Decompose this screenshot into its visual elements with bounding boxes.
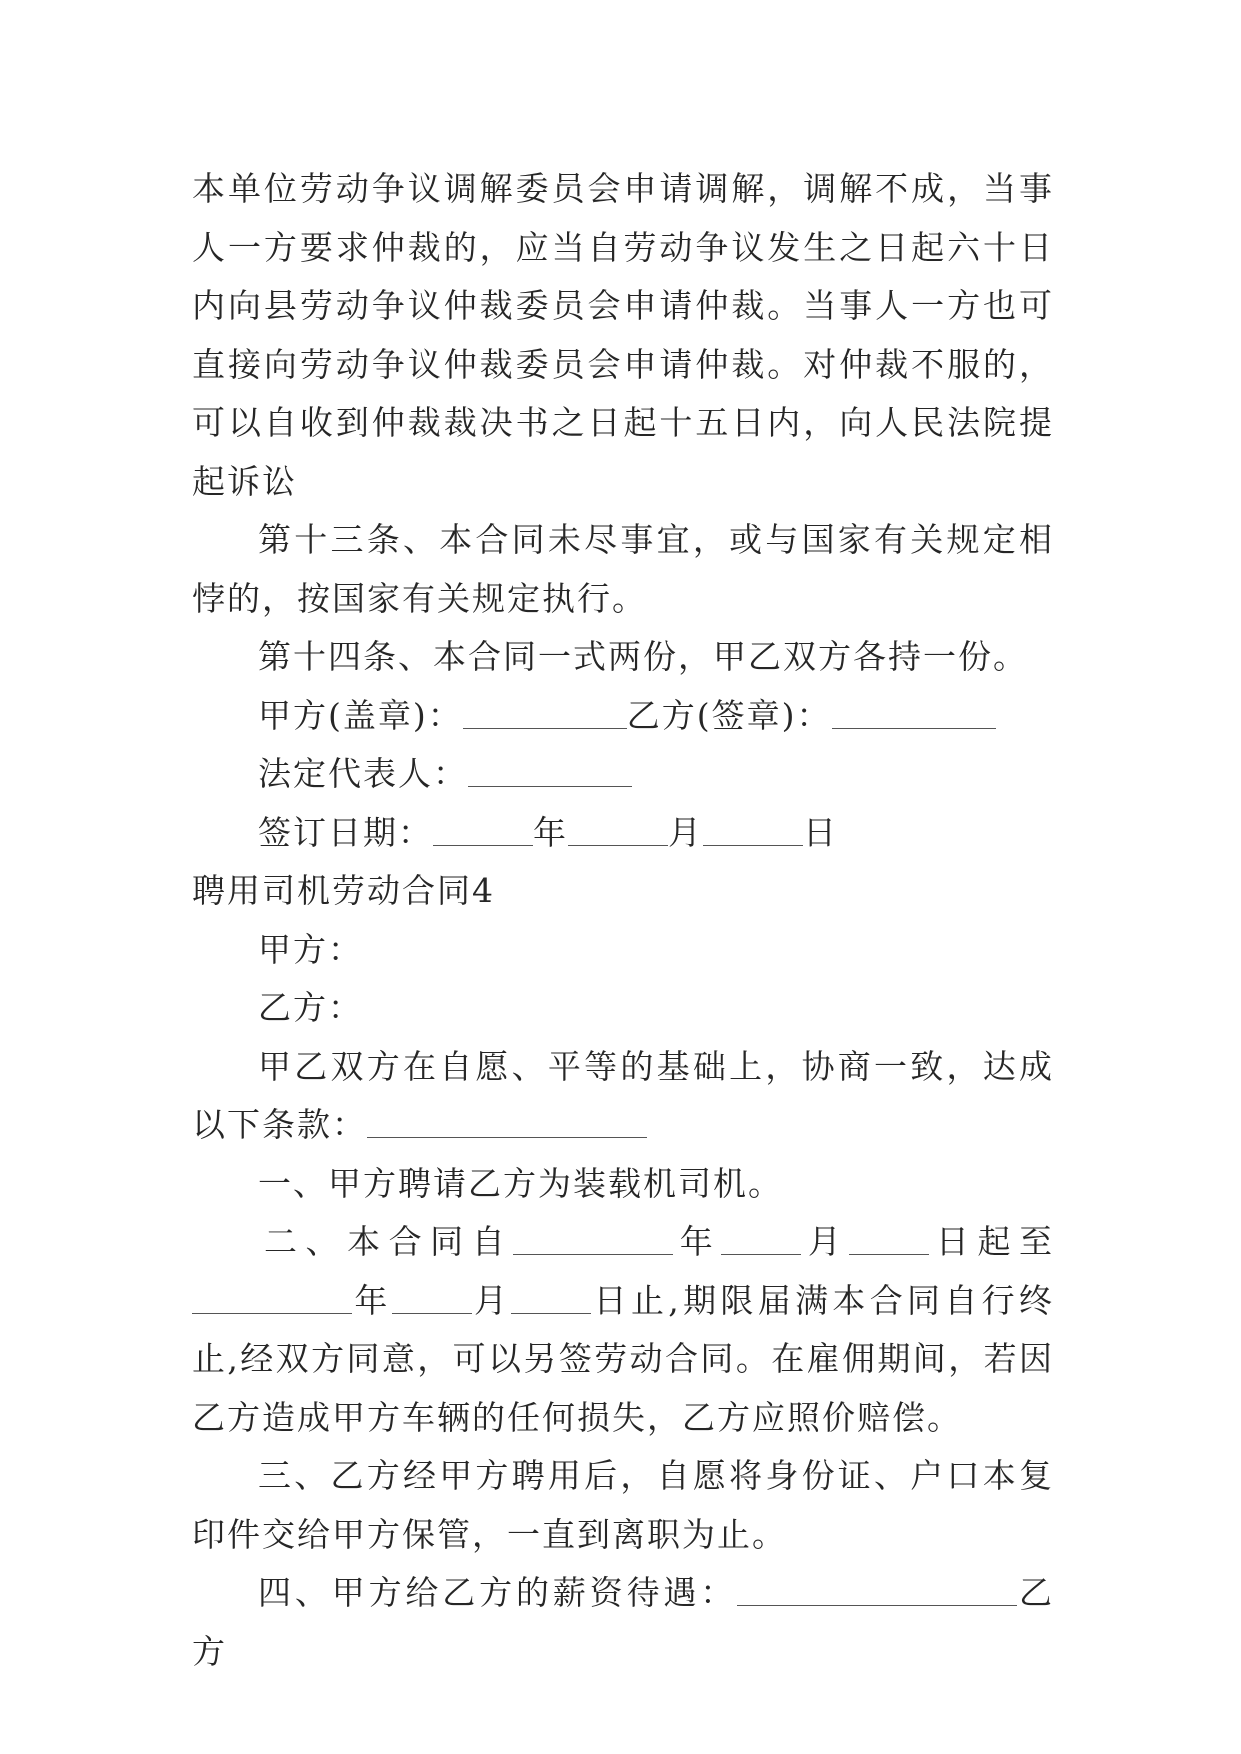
start-year-label: 年 [673, 1222, 722, 1261]
party-b-sign-label: 乙方(签章)： [626, 695, 832, 735]
sign-day-label: 日 [803, 812, 838, 852]
party-b-sign-blank [832, 695, 996, 729]
intro-text: 甲乙双方在自愿、平等的基础上，协商一致，达成以下条款： [192, 1046, 1054, 1144]
paragraph-dispute-resolution: 本单位劳动争议调解委员会申请调解，调解不成，当事人一方要求仲裁的，应当自劳动争议发生之日起六十日内向县劳动争议仲裁委员会申请仲裁。当事人一方也可直接向劳动争议仲裁委员会申请仲裁。对仲裁不服的，可以自收到仲裁裁决书之日起十五日内，向人民法院提起诉讼 [192, 169, 1054, 501]
sign-month-label: 月 [668, 812, 703, 852]
end-year-blank [192, 1280, 352, 1314]
sign-date-label: 签订日期： [258, 812, 433, 852]
party-a-seal-label: 甲方(盖章)： [258, 695, 463, 735]
sign-day-blank [703, 812, 803, 846]
terms-blank [367, 1104, 647, 1138]
party-b-line: 乙方： [258, 988, 363, 1027]
contract-title: 聘用司机劳动合同4 [192, 871, 495, 910]
legal-representative-line [192, 745, 1054, 804]
intro-paragraph [192, 1038, 1054, 1155]
start-day-label: 日起至 [929, 1222, 1055, 1261]
sign-month-blank [568, 812, 668, 846]
end-month-blank [392, 1280, 472, 1314]
start-month-label: 月 [801, 1222, 850, 1261]
item-4 [192, 1564, 1054, 1681]
item-3: 三、乙方经甲方聘用后，自愿将身份证、户口本复印件交给甲方保管，一直到离职为止。 [192, 1456, 1054, 1554]
sign-date-line [192, 804, 1054, 863]
end-day-blank [511, 1280, 591, 1314]
sign-year-label: 年 [533, 812, 568, 852]
paragraph-article-14: 第十四条、本合同一式两份，甲乙双方各持一份。 [258, 637, 1028, 676]
salary-blank [737, 1572, 1017, 1606]
item-4-start: 四、甲方给乙方的薪资待遇： [258, 1573, 738, 1612]
party-a-seal-blank [463, 695, 627, 729]
item-4-end: 乙方 [192, 1573, 1055, 1671]
item-2-start: 二、本合同自 [264, 1222, 514, 1261]
start-month-blank [721, 1221, 801, 1255]
legal-rep-blank [468, 753, 632, 787]
item-1: 一、甲方聘请乙方为装载机司机。 [258, 1163, 783, 1203]
item-2-rest: 日止,期限届满本合同自行终止,经双方同意，可以另签劳动合同。在雇佣期间，若因乙方造成甲方车辆的任何损失，乙方应照价赔偿。 [192, 1280, 1055, 1437]
end-year-label: 年 [352, 1280, 392, 1320]
end-month-label: 月 [471, 1280, 512, 1320]
sign-year-blank [433, 812, 533, 846]
signature-party-line [192, 687, 1054, 746]
item-2 [192, 1213, 1054, 1447]
start-year-blank [513, 1221, 673, 1255]
document-body [192, 160, 1054, 1681]
legal-rep-label: 法定代表人： [258, 754, 468, 793]
paragraph-article-13: 第十三条、本合同未尽事宜，或与国家有关规定相悖的，按国家有关规定执行。 [192, 520, 1054, 618]
start-day-blank [849, 1221, 929, 1255]
party-a-line: 甲方： [258, 929, 363, 969]
